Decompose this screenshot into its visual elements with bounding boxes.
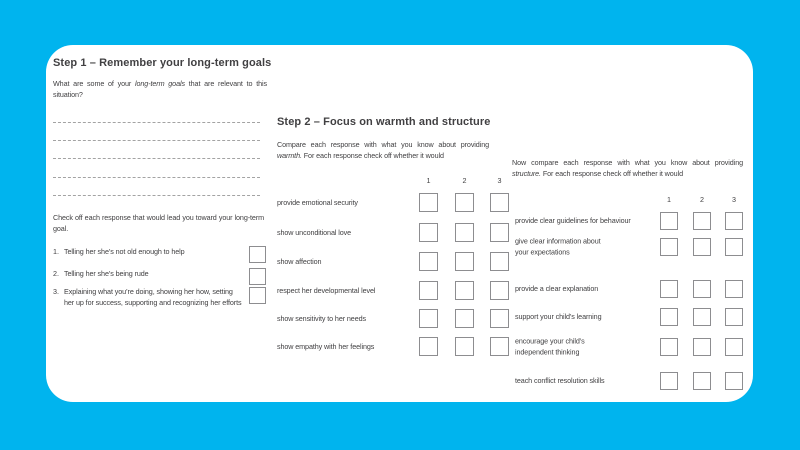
structure-row — [46, 238, 753, 256]
checkbox[interactable] — [693, 372, 711, 390]
structure-item-label: provide clear guidelines for behaviour — [515, 215, 631, 225]
warmth-row — [46, 193, 753, 212]
checkbox[interactable] — [725, 280, 743, 298]
worksheet-page — [46, 45, 753, 402]
response-number: 1. — [53, 247, 59, 256]
checkbox[interactable] — [693, 212, 711, 230]
checkbox[interactable] — [693, 280, 711, 298]
checkbox[interactable] — [660, 238, 678, 256]
step1-intro-pre: What are some of your — [53, 79, 136, 88]
step1-intro-post: that are relevant to this situation? — [53, 79, 267, 99]
warmth-item-label: respect her developmental level — [277, 285, 376, 295]
checkbox[interactable] — [660, 212, 678, 230]
checkbox[interactable] — [693, 238, 711, 256]
checkbox[interactable] — [725, 212, 743, 230]
warmth-intro-post: For each response check off whether it would — [301, 151, 444, 160]
warmth-column-header-2: 2 — [462, 176, 467, 185]
checkbox[interactable] — [660, 372, 678, 390]
warmth-item-label: show affection — [277, 256, 322, 266]
response-number: 3. — [53, 287, 59, 296]
writing-line — [53, 158, 260, 159]
structure-column-header-1: 1 — [667, 195, 671, 204]
step1-title: Step 1 – Remember your long-term goals — [53, 57, 272, 69]
warmth-intro-italic: warmth. — [277, 151, 302, 160]
warmth-column-header-3: 3 — [497, 176, 502, 185]
checkbox[interactable] — [693, 338, 711, 356]
writing-line — [53, 177, 260, 178]
response-label: Telling her she’s being rude — [64, 269, 149, 278]
warmth-item-label: show sensitivity to her needs — [277, 313, 366, 323]
response-label: Telling her she’s not old enough to help — [64, 247, 185, 256]
checkbox[interactable] — [660, 308, 678, 326]
writing-line — [53, 122, 260, 123]
step1-intro — [53, 78, 267, 100]
checkbox[interactable] — [660, 338, 678, 356]
checkbox[interactable] — [725, 372, 743, 390]
checkbox[interactable] — [693, 308, 711, 326]
warmth-column-header-1: 1 — [426, 176, 431, 185]
structure-item-label: give clear information about your expectations — [515, 236, 601, 256]
structure-row — [46, 308, 753, 326]
warmth-item-label: show empathy with her feelings — [277, 341, 375, 351]
structure-item-label: teach conflict resolution skills — [515, 375, 605, 385]
structure-item-label: support your child’s learning — [515, 311, 602, 321]
warmth-item-label: show unconditional love — [277, 227, 352, 237]
structure-intro-italic: structure. — [512, 169, 541, 178]
response-number: 2. — [53, 269, 59, 278]
structure-row — [46, 338, 753, 356]
structure-column-header-2: 2 — [700, 195, 704, 204]
structure-column-header-3: 3 — [732, 195, 736, 204]
structure-row — [46, 372, 753, 390]
checkbox[interactable] — [490, 193, 509, 212]
step2-title: Step 2 – Focus on warmth and structure — [277, 116, 491, 128]
structure-intro-post: For each response check off whether it would — [540, 169, 683, 178]
checkbox[interactable] — [419, 193, 438, 212]
writing-line — [53, 140, 260, 141]
structure-item-label: provide a clear explanation — [515, 283, 599, 293]
checkbox[interactable] — [660, 280, 678, 298]
step1-instruction: Check off each response that would lead you toward your long-term goal. — [53, 213, 264, 233]
structure-intro — [512, 157, 743, 179]
step1-intro-italic: long-term goals — [135, 79, 185, 88]
warmth-intro — [277, 139, 489, 161]
checkbox[interactable] — [725, 238, 743, 256]
structure-intro-pre: Now compare each response with what you know about providing — [512, 158, 743, 167]
structure-row — [46, 280, 753, 298]
warmth-item-label: provide emotional security — [277, 197, 358, 207]
structure-item-label: encourage your child’s independent thinking — [515, 336, 585, 356]
structure-row — [46, 212, 753, 230]
checkbox[interactable] — [725, 308, 743, 326]
response-label: Explaining what you’re doing, showing her how, setting her up for success, supporting and recognizing her efforts — [64, 287, 242, 307]
checkbox[interactable] — [455, 193, 474, 212]
checkbox[interactable] — [725, 338, 743, 356]
warmth-intro-pre: Compare each response with what you know about providing — [277, 140, 489, 149]
